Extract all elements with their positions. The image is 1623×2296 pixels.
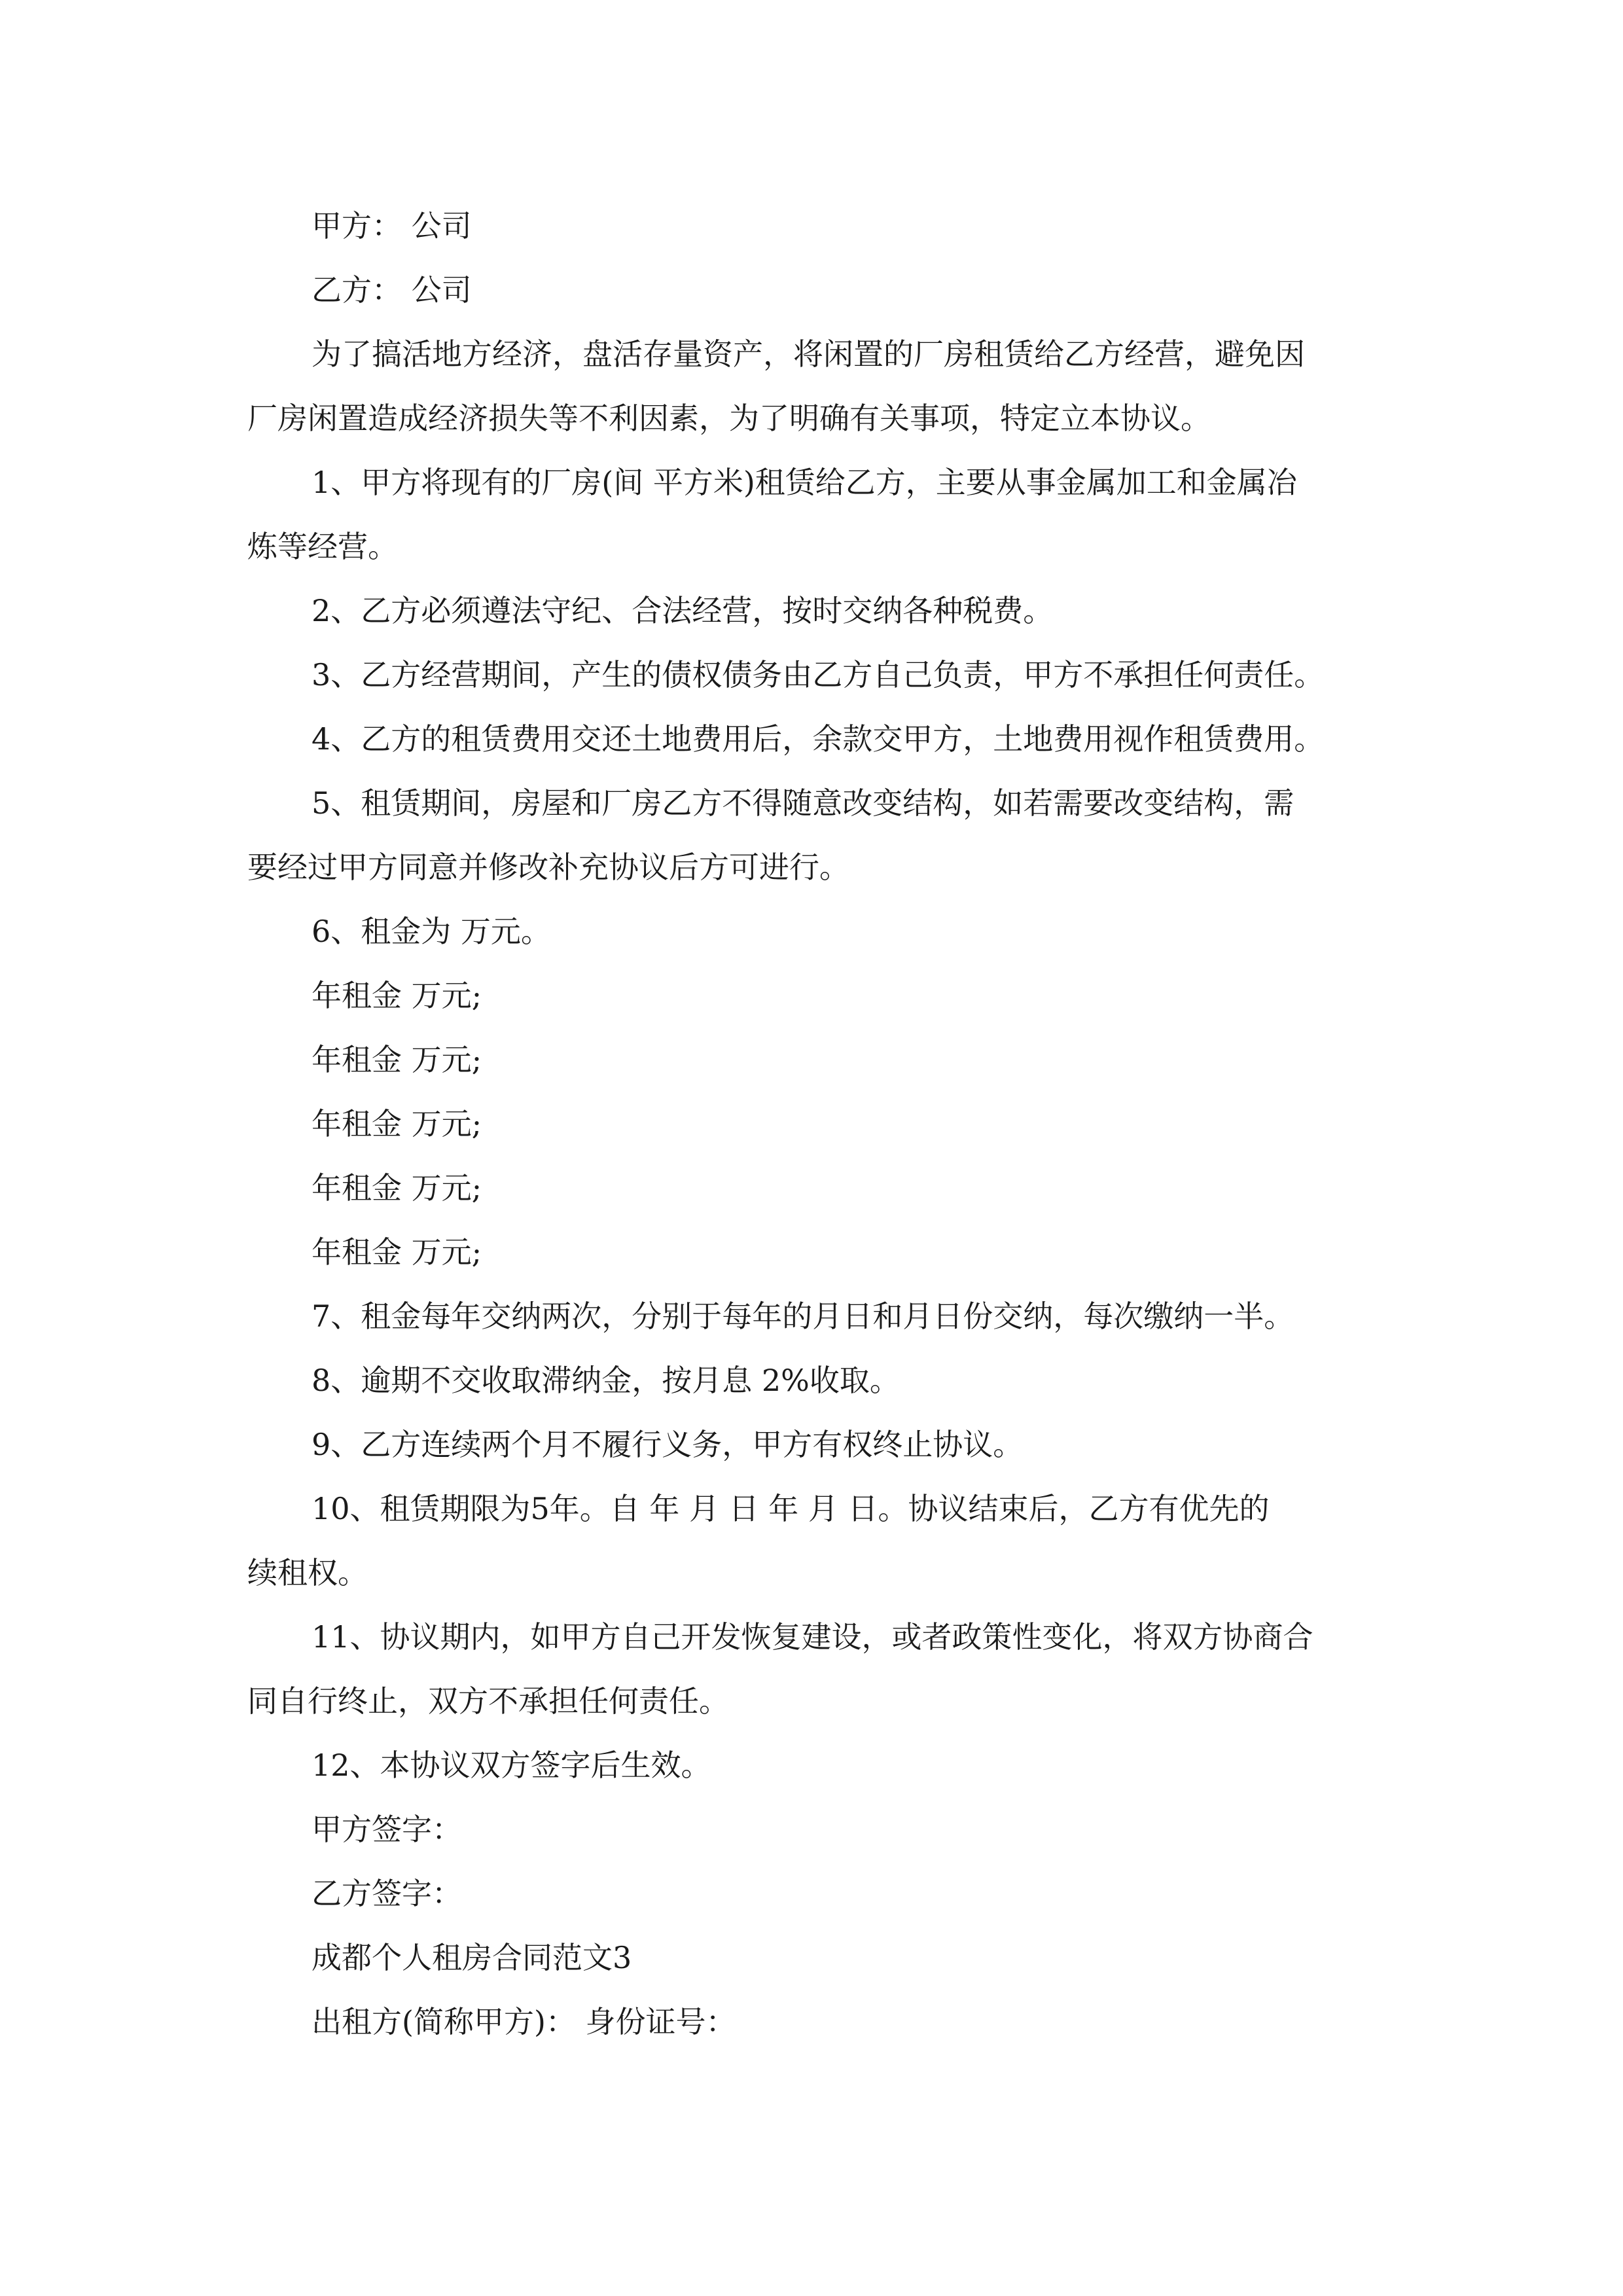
clause-12: 12、本协议双方签字后生效。 [312,1748,711,1783]
party-b-signature: 乙方签字： [312,1876,462,1911]
annual-rent-line: 年租金 万元; [312,1106,482,1141]
clause-10-line-2: 续租权。 [247,1555,368,1590]
clause-11-line-2: 同自行终止，双方不承担任何责任。 [247,1683,729,1719]
clause-2: 2、乙方必须遵法守纪、合法经营，按时交纳各种税费。 [312,593,1054,628]
clause-1-line-2: 炼等经营。 [247,529,398,564]
preamble-line-2: 厂房闲置造成经济损失等不利因素，为了明确有关事项，特定立本协议。 [247,401,1211,436]
clause-10-line-1: 10、租赁期限为5年。自 年 月 日 年 月 日。协议结束后，乙方有优先的 [312,1491,1270,1526]
clause-6: 6、租金为 万元。 [312,914,551,949]
document-body [247,194,1399,2054]
clause-8: 8、逾期不交收取滞纳金，按月息 2%收取。 [312,1363,900,1398]
party-a-signature: 甲方签字： [312,1812,462,1847]
preamble-line-1: 为了搞活地方经济，盘活存量资产，将闲置的厂房租赁给乙方经营，避免因 [312,336,1305,372]
clause-7: 7、租金每年交纳两次，分别于每年的月日和月日份交纳，每次缴纳一半。 [312,1299,1294,1334]
section-heading: 成都个人租房合同范文3 [312,1940,632,1975]
party-a-line: 甲方： 公司 [312,208,472,243]
clause-5-line-2: 要经过甲方同意并修改补充协议后方可进行。 [247,850,849,885]
clause-5-line-1: 5、租赁期间，房屋和厂房乙方不得随意改变结构，如若需要改变结构，需 [312,785,1294,821]
annual-rent-line: 年租金 万元; [312,1170,482,1206]
annual-rent-line: 年租金 万元; [312,1234,482,1270]
lessor-line: 出租方(简称甲方)： 身份证号： [312,2004,736,2039]
clause-4: 4、乙方的租赁费用交还土地费用后，余款交甲方，土地费用视作租赁费用。 [312,721,1325,757]
clause-11-line-1: 11、协议期内，如甲方自己开发恢复建设，或者政策性变化，将双方协商合 [312,1619,1313,1655]
clause-9: 9、乙方连续两个月不履行义务，甲方有权终止协议。 [312,1427,1024,1462]
annual-rent-line: 年租金 万元; [312,1042,482,1077]
annual-rent-line: 年租金 万元; [312,978,482,1013]
clause-1-line-1: 1、甲方将现有的厂房(间 平方米)租赁给乙方，主要从事金属加工和金属冶 [312,465,1297,500]
clause-3: 3、乙方经营期间，产生的债权债务由乙方自己负责，甲方不承担任何责任。 [312,657,1325,692]
party-b-line: 乙方： 公司 [312,272,472,308]
